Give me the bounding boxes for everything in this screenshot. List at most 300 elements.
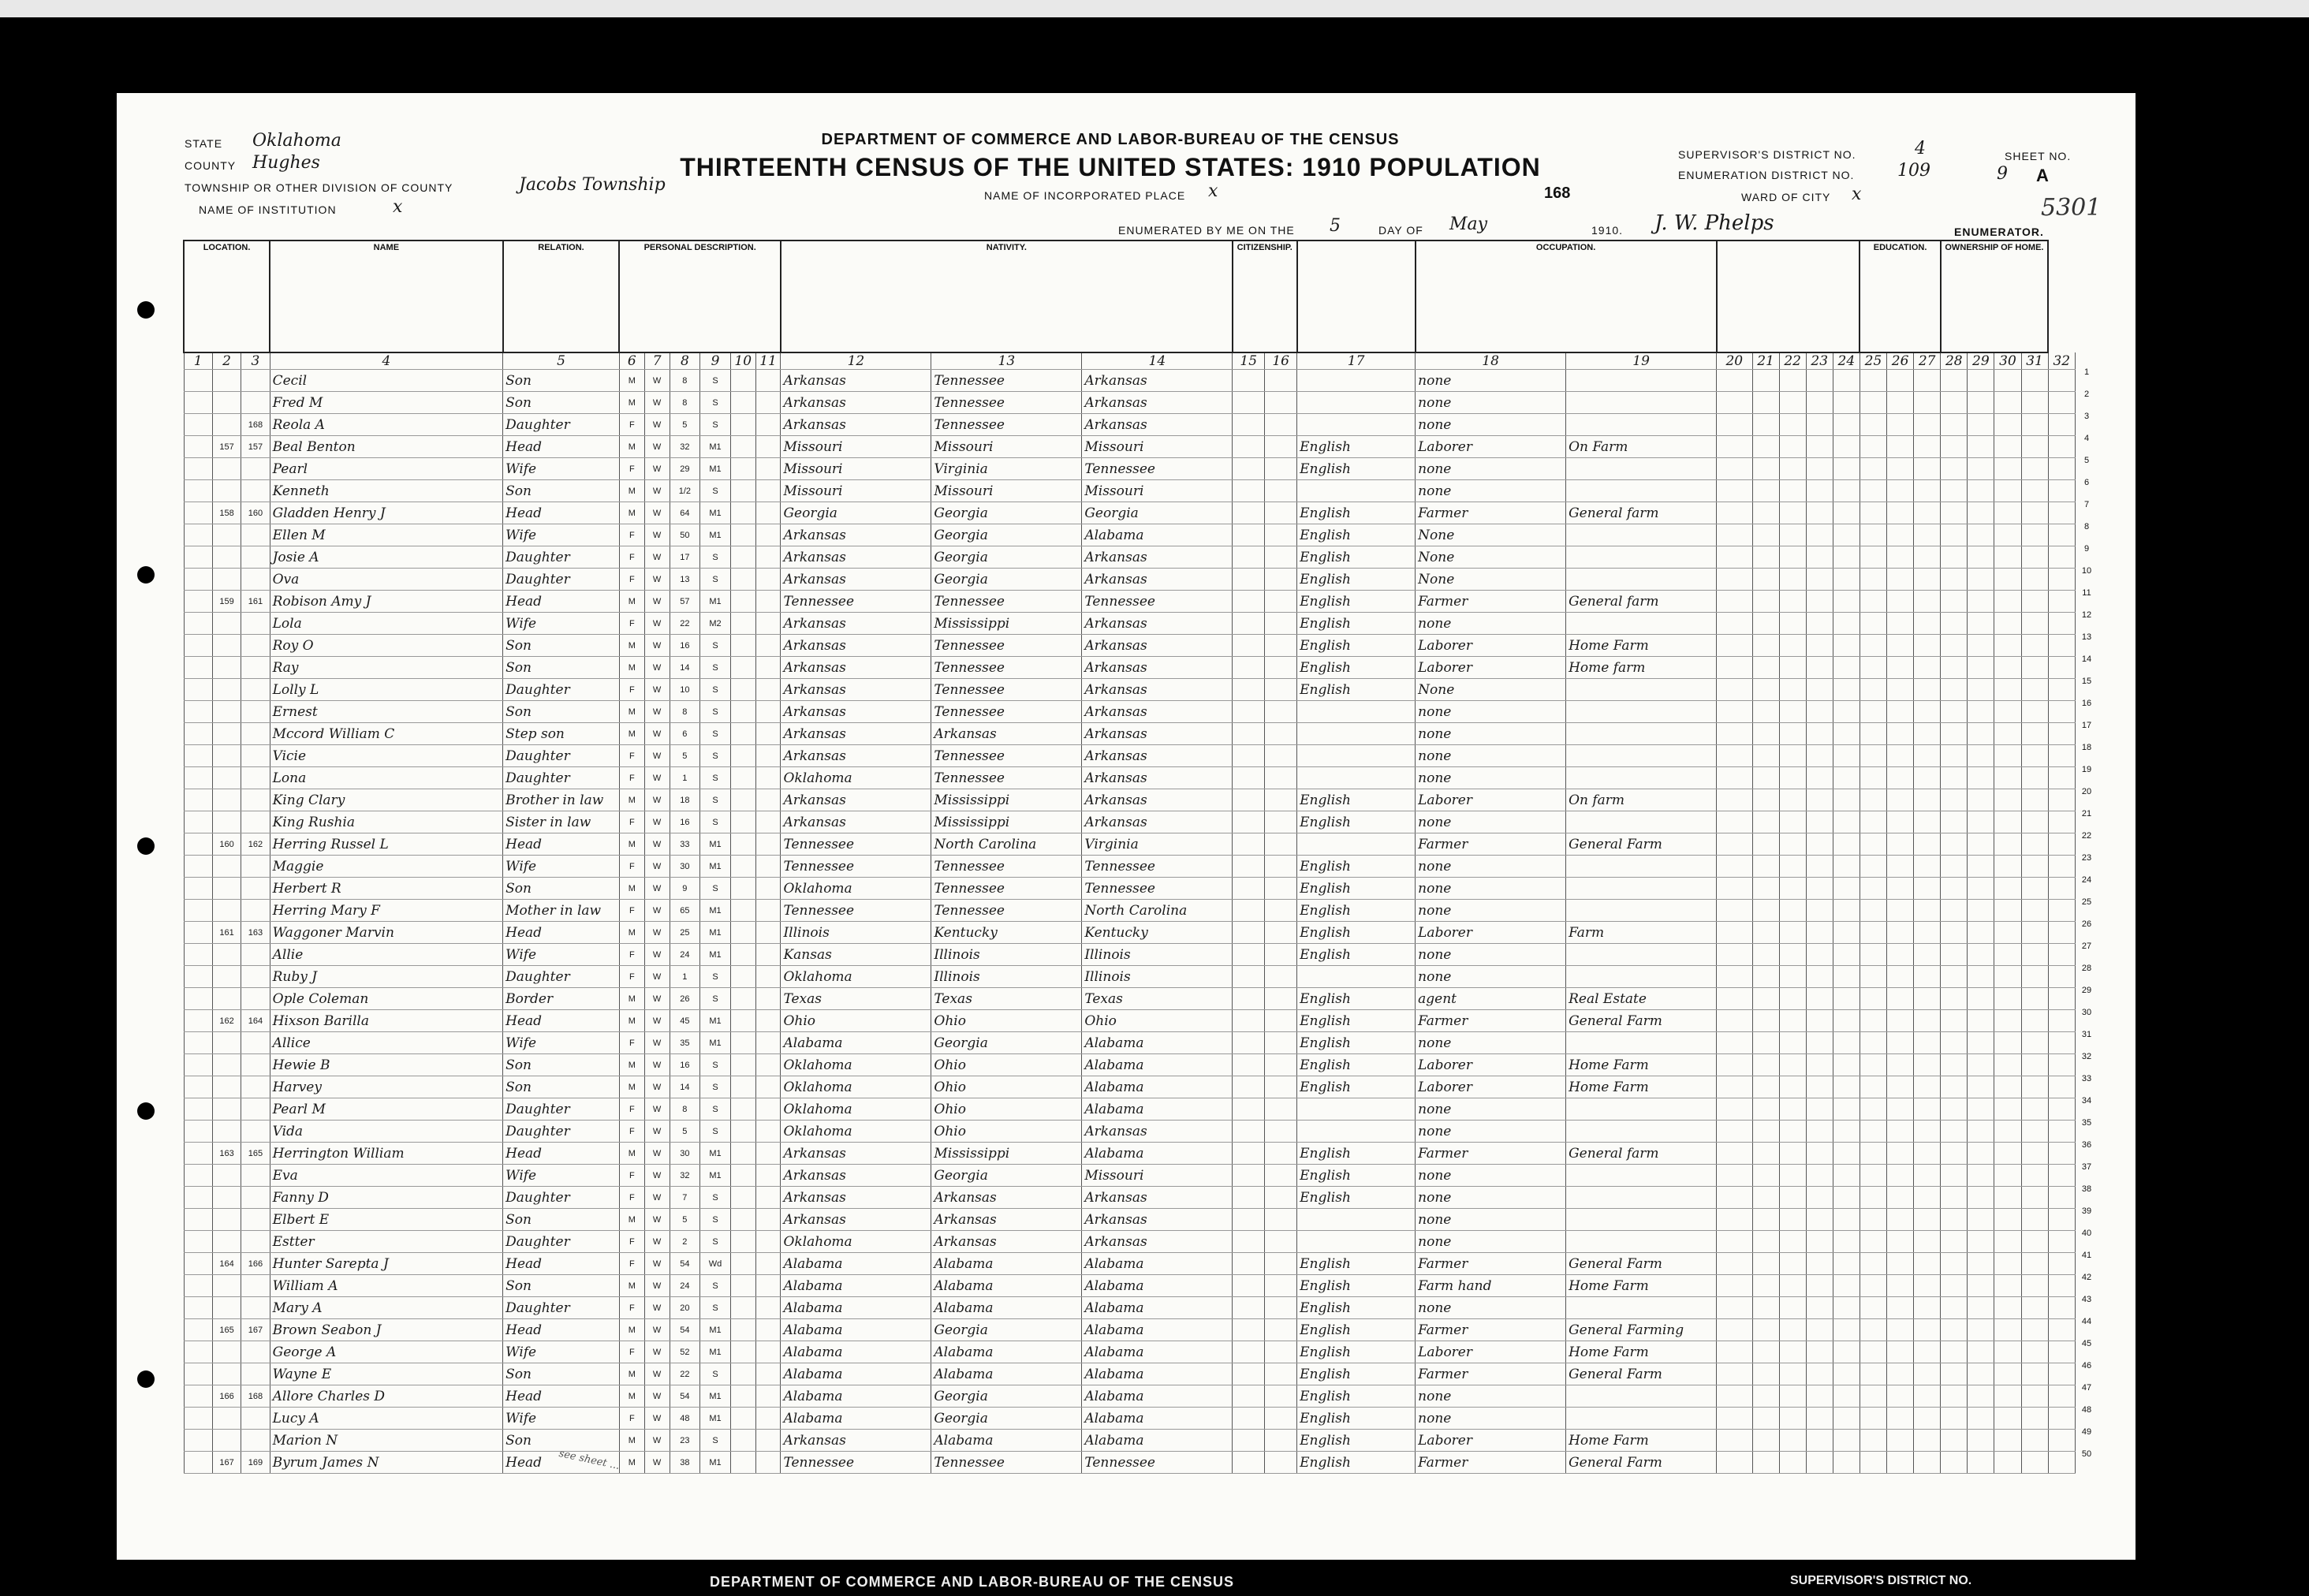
- trade-cell: none: [1416, 1098, 1566, 1121]
- detail-cell: [1860, 1231, 1886, 1253]
- family-number-cell: 161: [241, 591, 270, 613]
- enumeration-label: ENUMERATION DISTRICT NO.: [1678, 169, 1855, 181]
- years-married-cell: [730, 1275, 755, 1297]
- institution-label: NAME OF INSTITUTION: [199, 203, 337, 216]
- immigration-year-cell: [1233, 1363, 1265, 1385]
- age-cell: 17: [670, 546, 700, 569]
- detail-cell: [1779, 1452, 1806, 1474]
- detail-cell: [1752, 1430, 1779, 1452]
- birthplace-cell: Arkansas: [781, 745, 931, 767]
- detail-cell: [1914, 922, 1941, 944]
- detail-cell: [1717, 856, 1752, 878]
- detail-cell: [2021, 944, 2048, 966]
- column-number: 20: [1717, 352, 1752, 370]
- family-number-cell: [241, 701, 270, 723]
- language-cell: English: [1297, 789, 1416, 811]
- detail-cell: [1779, 1253, 1806, 1275]
- dwelling-number-cell: 166: [212, 1385, 241, 1408]
- ownership-header: OWNERSHIP OF HOME.: [1941, 241, 2048, 352]
- naturalization-cell: [1265, 767, 1297, 789]
- street-cell: [184, 701, 212, 723]
- person-name-cell: Josie A: [270, 546, 503, 569]
- detail-cell: [1806, 370, 1833, 392]
- detail-cell: [1941, 1319, 1968, 1341]
- detail-cell: [1779, 944, 1806, 966]
- children-cell: [755, 789, 781, 811]
- trade-cell: none: [1416, 458, 1566, 480]
- relation-cell: Mother in law: [503, 900, 620, 922]
- person-name-cell: Robison Amy J: [270, 591, 503, 613]
- trade-cell: None: [1416, 679, 1566, 701]
- detail-cell: [1833, 502, 1860, 524]
- detail-cell: [1941, 900, 1968, 922]
- detail-cell: [2021, 966, 2048, 988]
- detail-cell: [2021, 922, 2048, 944]
- age-cell: 54: [670, 1319, 700, 1341]
- industry-cell: [1566, 414, 1717, 436]
- detail-cell: [1914, 1209, 1941, 1231]
- detail-cell: [2021, 701, 2048, 723]
- street-cell: [184, 1032, 212, 1054]
- detail-cell: [1806, 1253, 1833, 1275]
- marital-status-cell: S: [700, 1098, 731, 1121]
- naturalization-cell: [1265, 569, 1297, 591]
- trade-cell: Laborer: [1416, 1341, 1566, 1363]
- relation-cell: Daughter: [503, 966, 620, 988]
- detail-cell: [2021, 1341, 2048, 1363]
- race-cell: W: [644, 944, 670, 966]
- detail-cell: [1806, 1408, 1833, 1430]
- detail-cell: [1779, 414, 1806, 436]
- birthplace-cell: Alabama: [781, 1275, 931, 1297]
- street-cell: [184, 900, 212, 922]
- person-name-cell: Lola: [270, 613, 503, 635]
- years-married-cell: [730, 1452, 755, 1474]
- family-number-cell: [241, 789, 270, 811]
- birthplace-cell: Tennessee: [781, 833, 931, 856]
- line-number: 15: [2081, 677, 2092, 686]
- street-cell: [184, 657, 212, 679]
- trade-cell: Farmer: [1416, 1452, 1566, 1474]
- sex-cell: M: [619, 833, 644, 856]
- detail-cell: [1968, 723, 1994, 745]
- detail-cell: [1717, 1209, 1752, 1231]
- father-birthplace-cell: Ohio: [931, 1098, 1082, 1121]
- detail-cell: [1833, 900, 1860, 922]
- detail-cell: [1994, 1385, 2021, 1408]
- family-number-cell: [241, 569, 270, 591]
- race-cell: W: [644, 1253, 670, 1275]
- trade-cell: none: [1416, 878, 1566, 900]
- detail-cell: [1833, 811, 1860, 833]
- table-row: [184, 370, 2076, 392]
- years-married-cell: [730, 1121, 755, 1143]
- age-cell: 32: [670, 1165, 700, 1187]
- detail-cell: [1887, 1231, 1914, 1253]
- birthplace-cell: Oklahoma: [781, 1076, 931, 1098]
- birthplace-cell: Oklahoma: [781, 1121, 931, 1143]
- line-number: 33: [2081, 1074, 2092, 1083]
- detail-cell: [1779, 878, 1806, 900]
- relation-cell: Son: [503, 1209, 620, 1231]
- detail-cell: [1914, 988, 1941, 1010]
- age-cell: 52: [670, 1341, 700, 1363]
- naturalization-cell: [1265, 635, 1297, 657]
- detail-cell: [1941, 1452, 1968, 1474]
- mother-birthplace-cell: Arkansas: [1082, 1121, 1233, 1143]
- detail-cell: [1752, 833, 1779, 856]
- punch-hole: [137, 301, 155, 319]
- language-cell: [1297, 414, 1416, 436]
- years-married-cell: [730, 1253, 755, 1275]
- language-header: [1297, 241, 1416, 352]
- line-number: 36: [2081, 1140, 2092, 1150]
- detail-cell: [1717, 1231, 1752, 1253]
- detail-cell: [2021, 878, 2048, 900]
- detail-cell: [2048, 502, 2075, 524]
- dwelling-number-cell: [212, 370, 241, 392]
- detail-cell: [1914, 1319, 1941, 1341]
- detail-cell: [1779, 657, 1806, 679]
- trade-cell: Laborer: [1416, 922, 1566, 944]
- years-married-cell: [730, 1363, 755, 1385]
- detail-cell: [1941, 458, 1968, 480]
- industry-cell: [1566, 1209, 1717, 1231]
- detail-cell: [1968, 591, 1994, 613]
- detail-cell: [1968, 1319, 1994, 1341]
- detail-cell: [1860, 1098, 1886, 1121]
- detail-cell: [2048, 1363, 2075, 1385]
- family-number-cell: [241, 1231, 270, 1253]
- age-cell: 14: [670, 657, 700, 679]
- detail-cell: [2048, 546, 2075, 569]
- mother-birthplace-cell: Alabama: [1082, 1054, 1233, 1076]
- column-number: 1: [184, 352, 212, 370]
- children-cell: [755, 1187, 781, 1209]
- table-row: [184, 1430, 2076, 1452]
- detail-cell: [1968, 811, 1994, 833]
- family-number-cell: [241, 1076, 270, 1098]
- race-cell: W: [644, 613, 670, 635]
- detail-cell: [2021, 458, 2048, 480]
- day-of-label: DAY OF: [1378, 224, 1423, 237]
- street-cell: [184, 1275, 212, 1297]
- naturalization-cell: [1265, 1385, 1297, 1408]
- language-cell: English: [1297, 1076, 1416, 1098]
- years-married-cell: [730, 635, 755, 657]
- marital-status-cell: M2: [700, 613, 731, 635]
- naturalization-cell: [1265, 591, 1297, 613]
- dwelling-number-cell: [212, 1054, 241, 1076]
- detail-cell: [1941, 414, 1968, 436]
- years-married-cell: [730, 414, 755, 436]
- age-cell: 13: [670, 569, 700, 591]
- language-cell: English: [1297, 502, 1416, 524]
- relation-cell: Daughter: [503, 1231, 620, 1253]
- family-number-cell: [241, 635, 270, 657]
- mother-birthplace-cell: Alabama: [1082, 1363, 1233, 1385]
- detail-cell: [2048, 878, 2075, 900]
- sex-cell: M: [619, 591, 644, 613]
- line-number: 17: [2081, 721, 2092, 730]
- detail-cell: [1860, 966, 1886, 988]
- family-number-cell: [241, 370, 270, 392]
- naturalization-cell: [1265, 1010, 1297, 1032]
- detail-cell: [2048, 723, 2075, 745]
- detail-cell: [1833, 591, 1860, 613]
- person-name-cell: Lucy A: [270, 1408, 503, 1430]
- detail-cell: [1717, 480, 1752, 502]
- marital-status-cell: S: [700, 1297, 731, 1319]
- detail-cell: [1752, 569, 1779, 591]
- age-cell: 22: [670, 613, 700, 635]
- street-cell: [184, 546, 212, 569]
- detail-cell: [1752, 944, 1779, 966]
- father-birthplace-cell: Georgia: [931, 1408, 1082, 1430]
- immigration-year-cell: [1233, 767, 1265, 789]
- children-cell: [755, 878, 781, 900]
- detail-cell: [1752, 1341, 1779, 1363]
- table-row: [184, 1363, 2076, 1385]
- detail-cell: [1717, 613, 1752, 635]
- father-birthplace-cell: Tennessee: [931, 701, 1082, 723]
- naturalization-cell: [1265, 1143, 1297, 1165]
- detail-cell: [1994, 922, 2021, 944]
- naturalization-cell: [1265, 1319, 1297, 1341]
- dwelling-number-cell: 163: [212, 1143, 241, 1165]
- relation-cell: Son: [503, 1275, 620, 1297]
- detail-cell: [1806, 1319, 1833, 1341]
- detail-cell: [1914, 767, 1941, 789]
- detail-cell: [1968, 679, 1994, 701]
- children-cell: [755, 1098, 781, 1121]
- naturalization-cell: [1265, 701, 1297, 723]
- race-cell: W: [644, 591, 670, 613]
- race-cell: W: [644, 1032, 670, 1054]
- column-number: 31: [2021, 352, 2048, 370]
- dwelling-number-cell: 157: [212, 436, 241, 458]
- street-cell: [184, 1430, 212, 1452]
- detail-cell: [1860, 1385, 1886, 1408]
- line-number: 27: [2081, 942, 2092, 951]
- location-header: LOCATION.: [184, 241, 270, 352]
- detail-cell: [1779, 1430, 1806, 1452]
- industry-cell: [1566, 546, 1717, 569]
- detail-cell: [1752, 1032, 1779, 1054]
- naturalization-cell: [1265, 436, 1297, 458]
- relation-cell: Son: [503, 878, 620, 900]
- trade-cell: none: [1416, 701, 1566, 723]
- detail-cell: [1968, 767, 1994, 789]
- detail-cell: [1994, 546, 2021, 569]
- detail-cell: [1752, 613, 1779, 635]
- age-cell: 23: [670, 1430, 700, 1452]
- detail-cell: [1806, 856, 1833, 878]
- sex-cell: M: [619, 988, 644, 1010]
- father-birthplace-cell: Alabama: [931, 1297, 1082, 1319]
- detail-cell: [1914, 1032, 1941, 1054]
- mother-birthplace-cell: Arkansas: [1082, 414, 1233, 436]
- person-name-cell: Byrum James N: [270, 1452, 503, 1474]
- detail-cell: [1887, 1032, 1914, 1054]
- age-cell: 8: [670, 392, 700, 414]
- detail-cell: [1752, 635, 1779, 657]
- father-birthplace-cell: Missouri: [931, 436, 1082, 458]
- relation-cell: Head: [503, 1452, 620, 1474]
- detail-cell: [1887, 1363, 1914, 1385]
- sex-cell: M: [619, 635, 644, 657]
- birthplace-cell: Alabama: [781, 1341, 931, 1363]
- detail-cell: [1806, 613, 1833, 635]
- trade-cell: Farmer: [1416, 1319, 1566, 1341]
- detail-cell: [2021, 1187, 2048, 1209]
- father-birthplace-cell: Ohio: [931, 1121, 1082, 1143]
- language-cell: English: [1297, 1253, 1416, 1275]
- detail-cell: [2021, 679, 2048, 701]
- detail-cell: [1887, 1297, 1914, 1319]
- birthplace-cell: Illinois: [781, 922, 931, 944]
- detail-cell: [2048, 458, 2075, 480]
- naturalization-cell: [1265, 370, 1297, 392]
- trade-cell: agent: [1416, 988, 1566, 1010]
- detail-cell: [2048, 1076, 2075, 1098]
- detail-cell: [1887, 944, 1914, 966]
- detail-cell: [1860, 657, 1886, 679]
- detail-cell: [2048, 966, 2075, 988]
- age-cell: 5: [670, 414, 700, 436]
- dwelling-number-cell: [212, 679, 241, 701]
- detail-cell: [1941, 635, 1968, 657]
- detail-cell: [2048, 1319, 2075, 1341]
- occupation-header: OCCUPATION.: [1416, 241, 1717, 352]
- immigration-year-cell: [1233, 1143, 1265, 1165]
- language-cell: English: [1297, 679, 1416, 701]
- children-cell: [755, 988, 781, 1010]
- naturalization-cell: [1265, 613, 1297, 635]
- detail-cell: [1941, 922, 1968, 944]
- dwelling-number-cell: [212, 1297, 241, 1319]
- column-number: 2: [212, 352, 241, 370]
- detail-cell: [1860, 922, 1886, 944]
- father-birthplace-cell: Tennessee: [931, 370, 1082, 392]
- naturalization-cell: [1265, 1121, 1297, 1143]
- birthplace-cell: Arkansas: [781, 811, 931, 833]
- detail-cell: [1994, 1363, 2021, 1385]
- relation-cell: Wife: [503, 1341, 620, 1363]
- person-name-cell: Elbert E: [270, 1209, 503, 1231]
- detail-cell: [1941, 1187, 1968, 1209]
- detail-cell: [1717, 701, 1752, 723]
- family-number-cell: 168: [241, 414, 270, 436]
- relation-cell: Son: [503, 1430, 620, 1452]
- naturalization-cell: [1265, 458, 1297, 480]
- detail-cell: [1806, 767, 1833, 789]
- line-number: 7: [2083, 500, 2090, 509]
- father-birthplace-cell: Arkansas: [931, 1209, 1082, 1231]
- table-row: [184, 1275, 2076, 1297]
- table-row: [184, 1253, 2076, 1275]
- children-cell: [755, 1143, 781, 1165]
- mother-birthplace-cell: Arkansas: [1082, 1209, 1233, 1231]
- language-cell: English: [1297, 524, 1416, 546]
- years-married-cell: [730, 502, 755, 524]
- detail-cell: [1833, 392, 1860, 414]
- detail-cell: [1968, 878, 1994, 900]
- detail-cell: [1914, 1121, 1941, 1143]
- detail-cell: [1860, 1275, 1886, 1297]
- detail-cell: [2021, 392, 2048, 414]
- detail-cell: [1914, 569, 1941, 591]
- detail-cell: [1887, 1341, 1914, 1363]
- years-married-cell: [730, 922, 755, 944]
- detail-cell: [2048, 1054, 2075, 1076]
- father-birthplace-cell: Georgia: [931, 1165, 1082, 1187]
- detail-cell: [1994, 944, 2021, 966]
- years-married-cell: [730, 458, 755, 480]
- detail-cell: [1717, 1054, 1752, 1076]
- detail-cell: [1779, 966, 1806, 988]
- father-birthplace-cell: Tennessee: [931, 767, 1082, 789]
- age-cell: 22: [670, 1363, 700, 1385]
- line-number: 45: [2081, 1339, 2092, 1348]
- language-cell: English: [1297, 546, 1416, 569]
- children-cell: [755, 1319, 781, 1341]
- street-cell: [184, 1010, 212, 1032]
- father-birthplace-cell: Tennessee: [931, 414, 1082, 436]
- relation-cell: Wife: [503, 1165, 620, 1187]
- relation-cell: Daughter: [503, 569, 620, 591]
- table-row: [184, 1231, 2076, 1253]
- children-cell: [755, 856, 781, 878]
- detail-cell: [2048, 767, 2075, 789]
- father-birthplace-cell: Tennessee: [931, 856, 1082, 878]
- detail-cell: [1717, 591, 1752, 613]
- detail-cell: [1994, 613, 2021, 635]
- enumerator-signature: J. W. Phelps: [1654, 211, 1774, 235]
- dwelling-number-cell: [212, 900, 241, 922]
- industry-cell: [1566, 1032, 1717, 1054]
- language-cell: English: [1297, 1010, 1416, 1032]
- birthplace-cell: Arkansas: [781, 613, 931, 635]
- detail-cell: [1887, 1098, 1914, 1121]
- detail-cell: [1833, 1275, 1860, 1297]
- table-row: [184, 1408, 2076, 1430]
- person-name-cell: Vicie: [270, 745, 503, 767]
- detail-cell: [1941, 1121, 1968, 1143]
- detail-cell: [1887, 966, 1914, 988]
- family-number-cell: 157: [241, 436, 270, 458]
- age-cell: 7: [670, 1187, 700, 1209]
- relation-cell: Son: [503, 635, 620, 657]
- sex-cell: M: [619, 392, 644, 414]
- trade-cell: none: [1416, 745, 1566, 767]
- detail-cell: [1994, 591, 2021, 613]
- detail-cell: [1833, 1253, 1860, 1275]
- marital-status-cell: S: [700, 988, 731, 1010]
- detail-cell: [2048, 988, 2075, 1010]
- detail-cell: [1717, 1319, 1752, 1341]
- industry-cell: General Farm: [1566, 1010, 1717, 1032]
- detail-cell: [1941, 1209, 1968, 1231]
- person-name-cell: Kenneth: [270, 480, 503, 502]
- detail-cell: [1941, 1408, 1968, 1430]
- family-number-cell: [241, 1187, 270, 1209]
- detail-cell: [1941, 591, 1968, 613]
- family-number-cell: 162: [241, 833, 270, 856]
- detail-cell: [1717, 1430, 1752, 1452]
- detail-cell: [1833, 635, 1860, 657]
- table-row: [184, 392, 2076, 414]
